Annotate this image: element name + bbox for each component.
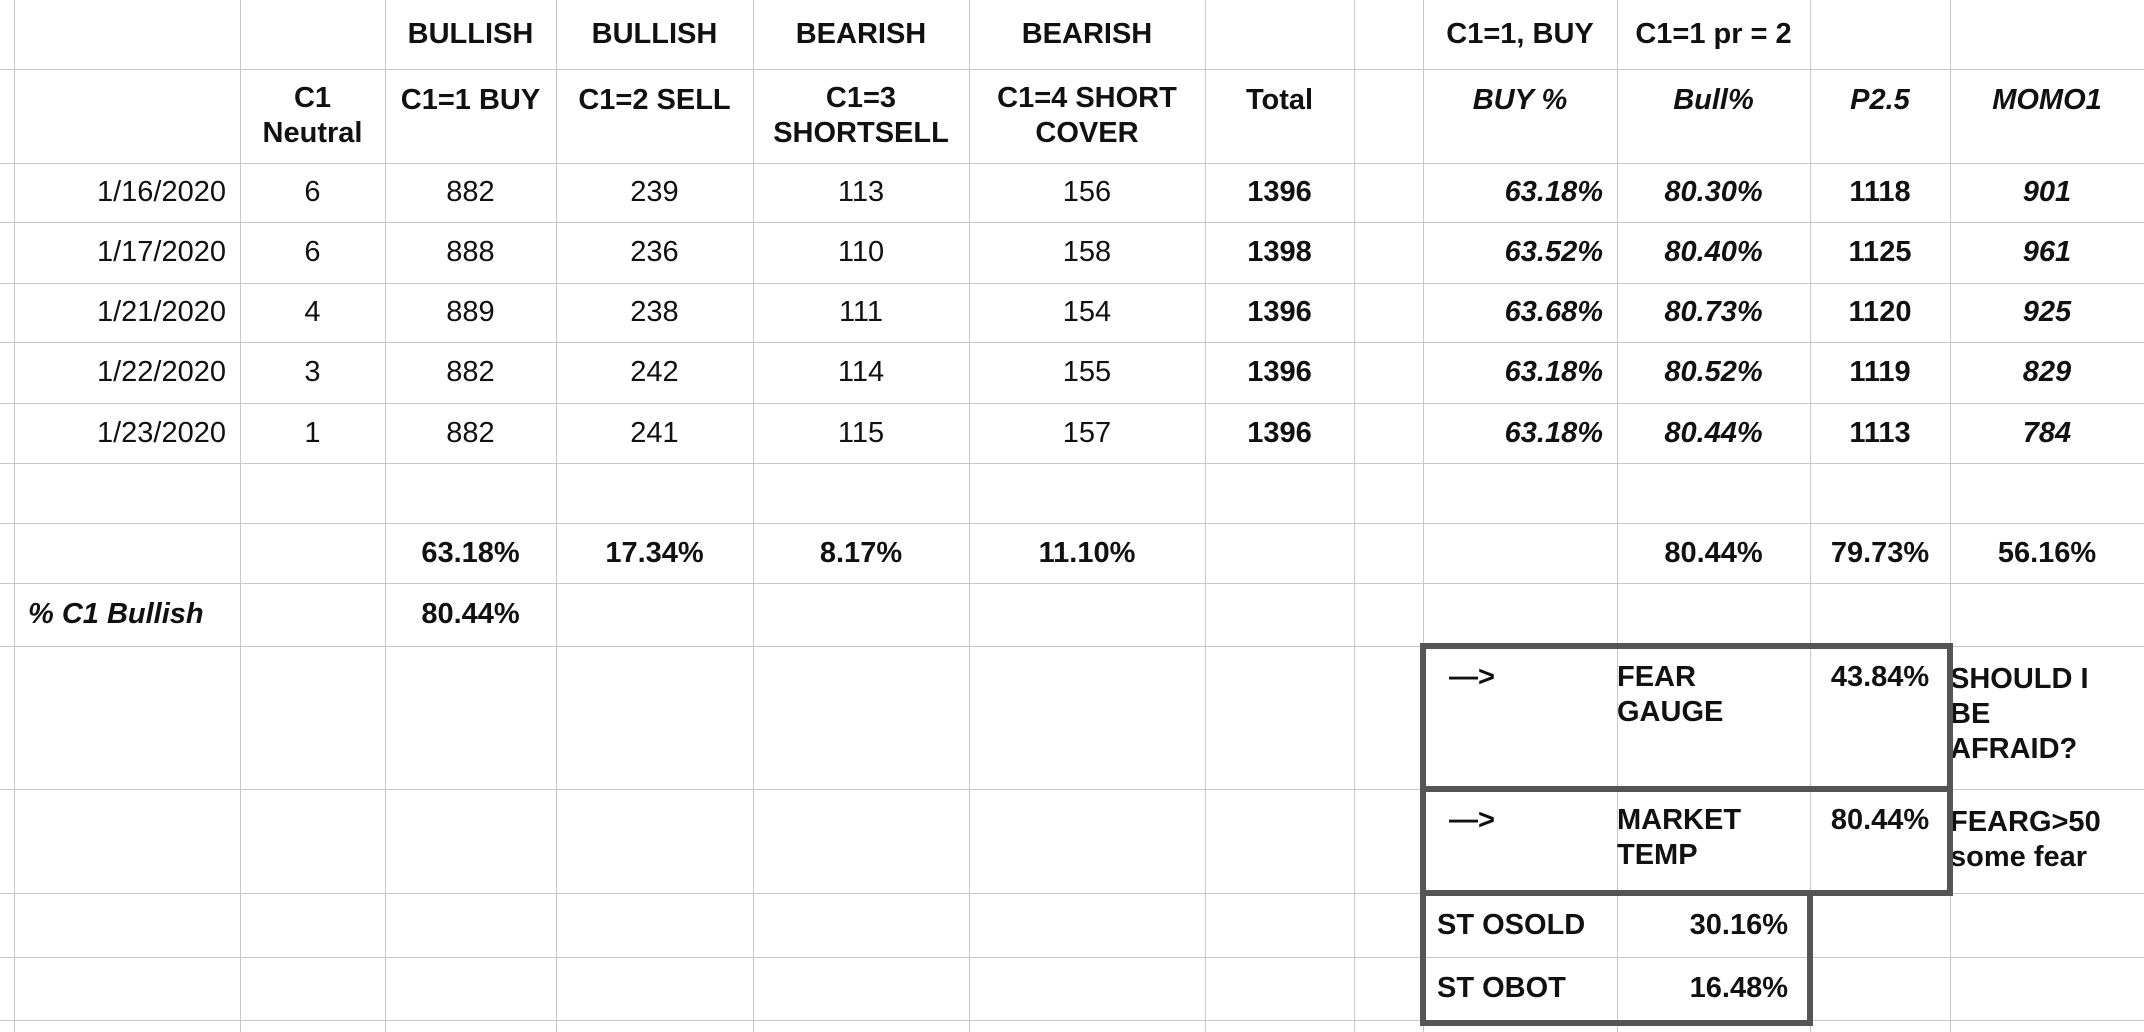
market-temp-value[interactable]: 80.44% [1830,804,1930,836]
row-3-total[interactable]: 1396 [1247,356,1312,388]
header-buy-pct[interactable]: BUY % [1472,84,1568,116]
row-4-shortcover[interactable]: 157 [1062,416,1112,449]
market-temp-note[interactable] [1950,789,2144,893]
market-temp-label-line2: TEMP [1617,839,1698,871]
header-total[interactable]: Total [1245,84,1314,116]
row-0-shortcover[interactable]: 156 [1062,176,1112,208]
row-3-bull-pct[interactable]: 80.52% [1664,356,1763,388]
header-momo1[interactable]: MOMO1 [1992,84,2102,116]
fear-gauge-label-line2: GAUGE [1617,696,1724,728]
row-0-buy[interactable]: 882 [446,176,495,208]
header-neutral-line2: Neutral [262,117,363,149]
market-temp-box [1420,786,1953,896]
row-0-sell[interactable]: 239 [630,176,679,208]
header-c1-sell[interactable]: C1=2 SELL [578,84,731,116]
row-0-total[interactable]: 1396 [1247,176,1312,208]
market-temp-label-line1: MARKET [1617,804,1742,836]
row-1-buy[interactable]: 888 [446,236,495,268]
header-c1-buy[interactable]: C1=1 BUY [400,84,541,116]
fear-gauge-note-line1: SHOULD I [1950,663,2089,695]
row-4-total[interactable]: 1396 [1247,416,1312,449]
row-3-momo1[interactable]: 829 [2022,356,2072,388]
row-1-p25[interactable]: 1125 [1848,236,1912,268]
row-4-momo1[interactable]: 784 [2022,416,2072,449]
c1-bullish-value[interactable]: 80.44% [421,598,520,630]
row-0-momo1[interactable]: 901 [2022,176,2072,208]
row-3-shortsell[interactable]: 114 [837,356,885,388]
row-1-momo1[interactable]: 961 [2022,236,2072,268]
row-2-total[interactable]: 1396 [1247,296,1312,328]
row-1-shortsell[interactable]: 110 [837,236,885,268]
row-2-bull-pct[interactable]: 80.73% [1664,296,1763,328]
row-1-date[interactable]: 1/17/2020 [96,236,226,268]
row-0-shortsell[interactable]: 113 [837,176,885,208]
summary-sell[interactable]: 17.34% [605,536,704,569]
row-4-sell[interactable]: 241 [630,416,679,449]
row-0-buy-pct[interactable]: 63.18% [1504,176,1603,208]
summary-shortsell[interactable]: 8.17% [819,536,903,569]
row-0-date[interactable]: 1/16/2020 [96,176,226,208]
header-shortsell-line1: C1=3 [825,82,897,114]
summary-buy[interactable]: 63.18% [421,536,520,569]
row-1-shortcover[interactable]: 158 [1062,236,1112,268]
row-1-sell[interactable]: 236 [630,236,679,268]
c1-bullish-label[interactable]: % C1 Bullish [28,598,204,630]
fear-gauge-label-line1: FEAR [1617,661,1696,693]
row-2-shortsell[interactable]: 111 [838,296,884,328]
row-0-bull-pct[interactable]: 80.30% [1664,176,1763,208]
header-bull-pct-top[interactable]: C1=1 pr = 2 [1635,18,1792,50]
fear-gauge-arrow[interactable]: —> [1449,661,1495,693]
fear-gauge-note[interactable] [1950,646,2144,789]
row-4-date[interactable]: 1/23/2020 [96,416,226,449]
header-p25[interactable]: P2.5 [1850,84,1910,116]
market-temp-note-line2: some fear [1950,841,2088,873]
header-c1-shortcover[interactable] [969,69,1205,163]
market-temp-note-line1: FEARG>50 [1950,806,2101,838]
row-4-neutral[interactable]: 1 [304,416,321,449]
row-3-shortcover[interactable]: 155 [1062,356,1112,388]
summary-bull-pct[interactable]: 80.44% [1664,536,1763,569]
row-3-buy-pct[interactable]: 63.18% [1504,356,1603,388]
row-2-momo1[interactable]: 925 [2022,296,2072,328]
row-2-buy-pct[interactable]: 63.68% [1504,296,1603,328]
row-1-bull-pct[interactable]: 80.40% [1664,236,1763,268]
row-2-buy[interactable]: 889 [446,296,495,328]
row-3-p25[interactable]: 1119 [1849,356,1911,388]
st-obot-value[interactable]: 16.48% [1689,972,1788,1004]
row-1-buy-pct[interactable]: 63.52% [1504,236,1603,268]
row-4-bull-pct[interactable]: 80.44% [1664,416,1763,449]
fear-gauge-box [1420,643,1953,792]
row-1-neutral[interactable]: 6 [304,236,321,268]
st-osold-obot-box [1420,890,1813,1026]
header-shortcover-line1: C1=4 SHORT [997,82,1177,114]
row-2-date[interactable]: 1/21/2020 [96,296,226,328]
header-bullish-buy[interactable]: BULLISH [407,18,534,50]
row-4-p25[interactable]: 1113 [1849,416,1911,449]
summary-p25[interactable]: 79.73% [1830,536,1930,569]
row-0-neutral[interactable]: 6 [304,176,321,208]
header-shortsell-line2: SHORTSELL [773,117,949,149]
fear-gauge-value[interactable]: 43.84% [1830,661,1930,693]
row-2-shortcover[interactable]: 154 [1062,296,1112,328]
header-bull-pct[interactable]: Bull% [1673,84,1754,116]
header-c1-shortsell[interactable] [753,69,969,163]
fear-gauge-note-line2: BE [1950,698,1991,730]
market-temp-arrow[interactable]: —> [1449,804,1495,836]
row-4-buy[interactable]: 882 [446,416,495,449]
st-osold-label[interactable]: ST OSOLD [1437,908,1586,941]
header-neutral[interactable] [240,69,385,163]
row-3-neutral[interactable]: 3 [304,356,321,388]
header-neutral-line1: C1 [293,82,332,114]
row-4-shortsell[interactable]: 115 [837,416,885,449]
fear-gauge-note-line3: AFRAID? [1950,733,2078,765]
header-bearish-shortcover[interactable]: BEARISH [1021,18,1153,50]
row-4-buy-pct[interactable]: 63.18% [1504,416,1603,449]
st-osold-value[interactable]: 30.16% [1689,908,1788,941]
summary-shortcover[interactable]: 11.10% [1038,536,1136,569]
row-2-p25[interactable]: 1120 [1848,296,1912,328]
st-obot-label[interactable]: ST OBOT [1437,972,1566,1004]
summary-momo1[interactable]: 56.16% [1997,536,2097,569]
row-1-total[interactable]: 1398 [1247,236,1312,268]
header-buy-pct-top[interactable]: C1=1, BUY [1446,18,1594,50]
header-bearish-shortsell[interactable]: BEARISH [795,18,927,50]
row-0-p25[interactable]: 1118 [1849,176,1911,208]
row-3-buy[interactable]: 882 [446,356,495,388]
row-3-date[interactable]: 1/22/2020 [96,356,226,388]
row-2-neutral[interactable]: 4 [304,296,321,328]
row-3-sell[interactable]: 242 [630,356,679,388]
header-shortcover-line2: COVER [1035,117,1139,149]
header-bullish-sell[interactable]: BULLISH [591,18,718,50]
row-2-sell[interactable]: 238 [630,296,679,328]
